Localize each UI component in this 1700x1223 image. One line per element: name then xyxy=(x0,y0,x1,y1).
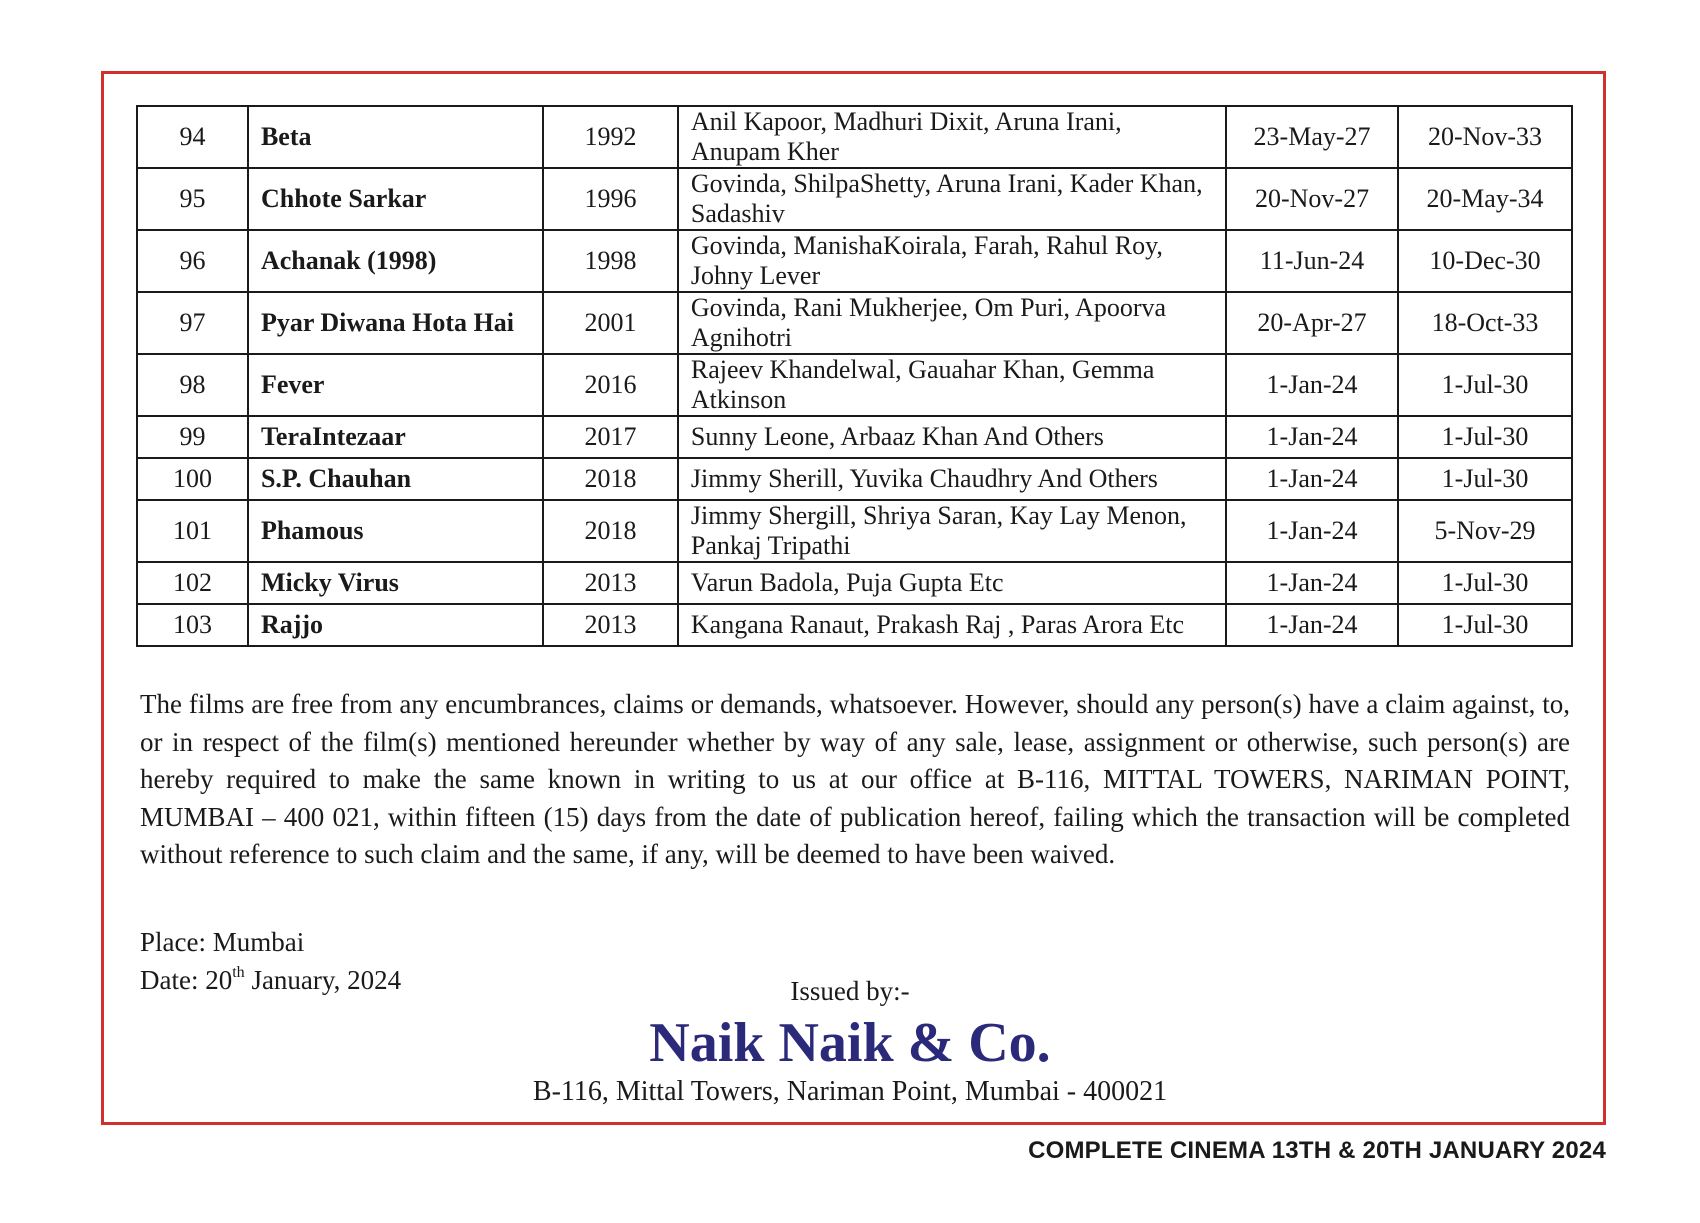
film-cast: Sunny Leone, Arbaaz Khan And Others xyxy=(678,416,1226,458)
film-title: Fever xyxy=(248,354,543,416)
film-number: 102 xyxy=(137,562,248,604)
film-start-date: 1-Jan-24 xyxy=(1226,562,1398,604)
film-end-date: 1-Jul-30 xyxy=(1398,458,1572,500)
film-start-date: 20-Nov-27 xyxy=(1226,168,1398,230)
film-title: Pyar Diwana Hota Hai xyxy=(248,292,543,354)
film-start-date: 1-Jan-24 xyxy=(1226,354,1398,416)
table-row xyxy=(137,500,1572,562)
film-year: 2013 xyxy=(543,562,678,604)
film-title: S.P. Chauhan xyxy=(248,458,543,500)
footer-caption: COMPLETE CINEMA 13TH & 20TH JANUARY 2024 xyxy=(1028,1137,1606,1164)
company-name: Naik Naik & Co. xyxy=(649,1012,1051,1074)
film-title: Phamous xyxy=(248,500,543,562)
film-cast: Varun Badola, Puja Gupta Etc xyxy=(678,562,1226,604)
table-row xyxy=(137,168,1572,230)
film-cast: Anil Kapoor, Madhuri Dixit, Aruna Irani, Anupam Kher xyxy=(678,106,1226,168)
film-end-date: 1-Jul-30 xyxy=(1398,604,1572,646)
film-end-date: 20-May-34 xyxy=(1398,168,1572,230)
table-row xyxy=(137,354,1572,416)
film-number: 94 xyxy=(137,106,248,168)
film-start-date: 1-Jan-24 xyxy=(1226,458,1398,500)
film-end-date: 1-Jul-30 xyxy=(1398,416,1572,458)
film-number: 96 xyxy=(137,230,248,292)
film-start-date: 1-Jan-24 xyxy=(1226,500,1398,562)
films-table xyxy=(136,105,1573,647)
film-year: 2001 xyxy=(543,292,678,354)
film-cast: Govinda, Rani Mukherjee, Om Puri, Apoorva Agnihotri xyxy=(678,292,1226,354)
film-year: 2013 xyxy=(543,604,678,646)
film-cast: Govinda, ManishaKoirala, Farah, Rahul Roy, Johny Lever xyxy=(678,230,1226,292)
date-suffix: th xyxy=(232,964,245,981)
film-start-date: 1-Jan-24 xyxy=(1226,416,1398,458)
film-year: 2016 xyxy=(543,354,678,416)
table-row xyxy=(137,106,1572,168)
film-title: Chhote Sarkar xyxy=(248,168,543,230)
film-end-date: 18-Oct-33 xyxy=(1398,292,1572,354)
film-number: 97 xyxy=(137,292,248,354)
film-end-date: 1-Jul-30 xyxy=(1398,562,1572,604)
notice-paragraph: The films are free from any encumbrances, claims or demands, whatsoever. However, should any person(s) have a claim against, to, or in respect of the film(s) mentioned hereunder whether by way of any sale, lease, assignment or otherwise, such person(s) are hereby required to make the same known in writing to us at our office at B-116, MITTAL TOWERS, NARIMAN POINT, MUMBAI – 400 021, within fifteen (15) days from the date of publication hereof, failing which the transaction will be completed without reference to such claim and the same, if any, will be deemed to have been waived. xyxy=(140,689,1570,869)
film-cast: Rajeev Khandelwal, Gauahar Khan, Gemma Atkinson xyxy=(678,354,1226,416)
issued-by: Issued by:- xyxy=(790,976,910,1006)
film-year: 1992 xyxy=(543,106,678,168)
table-row xyxy=(137,604,1572,646)
film-end-date: 10-Dec-30 xyxy=(1398,230,1572,292)
film-number: 95 xyxy=(137,168,248,230)
film-year: 1998 xyxy=(543,230,678,292)
film-title: Achanak (1998) xyxy=(248,230,543,292)
company-address: B-116, Mittal Towers, Nariman Point, Mumbai - 400021 xyxy=(532,1076,1168,1107)
date-rest: January, 2024 xyxy=(244,965,402,995)
table-row xyxy=(137,416,1572,458)
table-row xyxy=(137,562,1572,604)
date-prefix: Date: 20 xyxy=(140,965,233,995)
film-year: 2018 xyxy=(543,458,678,500)
table-row xyxy=(137,292,1572,354)
film-cast: Kangana Ranaut, Prakash Raj , Paras Arora Etc xyxy=(678,604,1226,646)
film-start-date: 23-May-27 xyxy=(1226,106,1398,168)
film-year: 2018 xyxy=(543,500,678,562)
film-number: 98 xyxy=(137,354,248,416)
table-row xyxy=(137,458,1572,500)
film-title: Rajjo xyxy=(248,604,543,646)
film-number: 99 xyxy=(137,416,248,458)
film-title: Beta xyxy=(248,106,543,168)
film-end-date: 1-Jul-30 xyxy=(1398,354,1572,416)
film-title: Micky Virus xyxy=(248,562,543,604)
place-line: Place: Mumbai xyxy=(140,927,305,957)
film-year: 2017 xyxy=(543,416,678,458)
table-row xyxy=(137,230,1572,292)
film-cast: Govinda, ShilpaShetty, Aruna Irani, Kader Khan, Sadashiv xyxy=(678,168,1226,230)
film-cast: Jimmy Shergill, Shriya Saran, Kay Lay Menon, Pankaj Tripathi xyxy=(678,500,1226,562)
film-end-date: 20-Nov-33 xyxy=(1398,106,1572,168)
film-year: 1996 xyxy=(543,168,678,230)
film-end-date: 5-Nov-29 xyxy=(1398,500,1572,562)
film-start-date: 1-Jan-24 xyxy=(1226,604,1398,646)
film-start-date: 20-Apr-27 xyxy=(1226,292,1398,354)
film-number: 100 xyxy=(137,458,248,500)
film-number: 101 xyxy=(137,500,248,562)
film-start-date: 11-Jun-24 xyxy=(1226,230,1398,292)
film-number: 103 xyxy=(137,604,248,646)
film-title: TeraIntezaar xyxy=(248,416,543,458)
film-cast: Jimmy Sherill, Yuvika Chaudhry And Others xyxy=(678,458,1226,500)
